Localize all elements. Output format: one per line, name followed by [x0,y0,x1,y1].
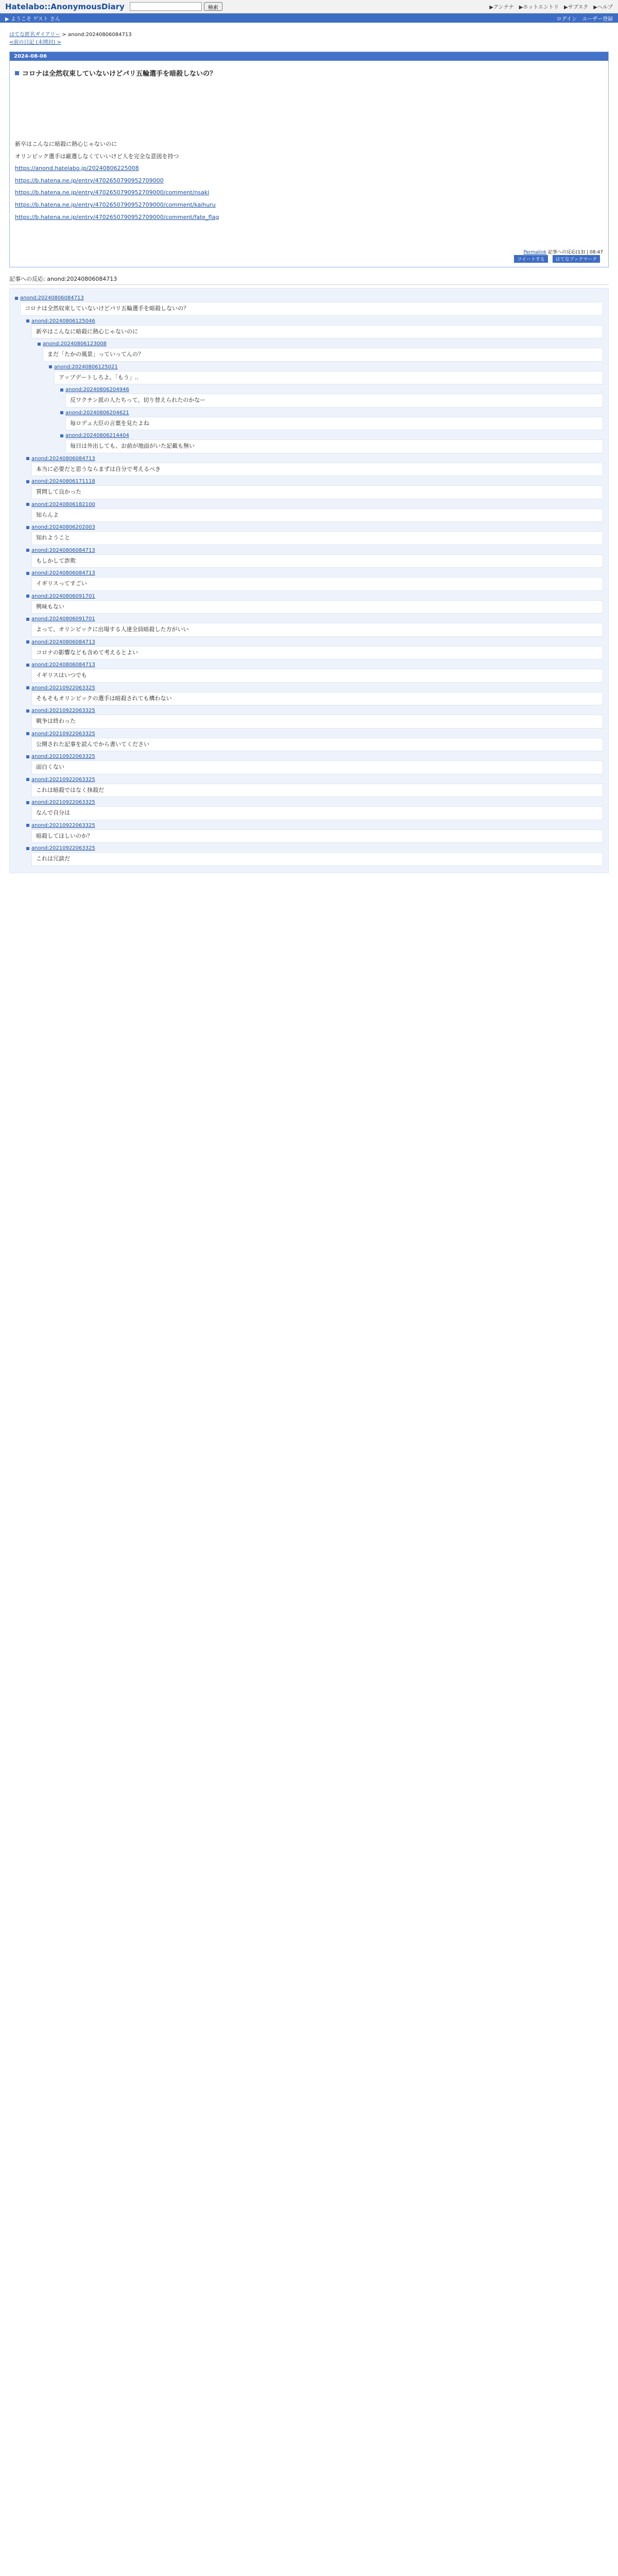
permalink[interactable]: Permalink [523,250,546,255]
prev-entry-link[interactable]: <前の日記 (未開封) > [9,40,61,45]
breadcrumb-sep: > [62,32,68,38]
list-item [26,479,603,499]
node-bullet-icon [26,801,29,804]
root-title: コロナは全然収束していないけどパリ五輪選手を暗殺しないの？ [20,302,603,316]
list-item [60,433,603,453]
response-link[interactable]: anond:20240806204621 [65,410,129,416]
response-link[interactable]: anond:20240806084713 [31,547,95,553]
article-para: 新卒はこんなに暗殺に熱心じゃないのに [15,141,117,147]
node-bullet-icon [26,686,29,689]
response-text: そもそもオリンピックの選手は暗殺されても構わない [31,692,603,706]
list-item [26,777,603,798]
node-bullet-icon [26,640,29,643]
response-link[interactable]: anond:20210922063325 [31,685,95,691]
list-item [26,685,603,706]
response-text: もしかして詐欺 [31,554,603,568]
node-bullet-icon [26,664,29,667]
user-bar [0,13,618,23]
response-link[interactable]: anond:20240806091701 [31,616,95,622]
search-input[interactable] [130,2,202,11]
list-item [26,662,603,683]
response-link[interactable]: anond:20240806084713 [31,455,95,462]
response-text: イギリスってすごい [31,577,603,591]
list-item [26,845,603,866]
list-item [26,639,603,660]
site-logo[interactable]: Hatelabo::AnonymousDiary [5,2,125,11]
search-button[interactable]: 検索 [204,2,222,11]
login-link[interactable]: ログイン [556,16,577,22]
list-item [26,594,603,614]
article-date: 2024-08-06 [10,52,608,61]
response-text: なんで自分は [31,806,603,820]
response-text: アップデートしろよ。「もう」.. [54,371,603,385]
list-item [26,616,603,637]
article-footer [10,246,608,267]
node-bullet-icon [15,297,18,300]
response-link[interactable]: anond:20240806204946 [65,387,129,393]
node-children [49,364,603,453]
breadcrumb-home[interactable]: はてな匿名ダイアリー [9,32,61,38]
response-text: 知れようこと [31,531,603,545]
bookmark-button[interactable]: はてなブックマーク [553,255,600,263]
node-bullet-icon [26,732,29,735]
response-link[interactable]: anond:20210922063325 [31,731,95,737]
top-link-help[interactable]: ▶ヘルプ [593,5,613,10]
node-bullet-icon [26,709,29,713]
welcome-text: ▶ ようこそ ゲスト さん [5,16,60,22]
response-text: 新卒はこんなに暗殺に熱心じゃないのに [31,325,603,339]
node-bullet-icon [60,411,63,414]
response-text: 本当に必要だと思うならまずは自分で考えるべき [31,463,603,477]
response-text: まだ「たかの風景」っていってんの？ [43,348,603,362]
article-para: オリンピック選手は厳選しなくていいけど人を完全な意図を持つ [15,152,179,160]
node-children [60,387,603,453]
node-bullet-icon [26,526,29,529]
node-bullet-icon [26,755,29,758]
node-bullet-icon [26,503,29,506]
root-link[interactable]: anond:20240806084713 [20,295,84,301]
node-bullet-icon [26,847,29,850]
node-bullet-icon [26,549,29,552]
node-bullet-icon [60,434,63,437]
list-item [49,364,603,453]
response-text: 知らんよ [31,509,603,522]
top-links [489,3,613,10]
list-item [26,502,603,522]
root-children [26,318,603,866]
node-bullet-icon [60,388,63,392]
response-text: 暗殺してほしいのか？ [31,829,603,843]
response-text: 反ワクチン派の人たちって、切り替えられたのかなー [65,394,603,408]
top-link-hotentry[interactable]: ▶ホットエントリ [519,5,559,10]
breadcrumb-current: anond:20240806084713 [67,32,132,38]
response-text: 面白くない [31,760,603,774]
node-bullet-icon [26,824,29,827]
response-text: 公開された記事を読んでから書いてください [31,738,603,752]
title-square-icon [15,71,19,75]
node-bullet-icon [38,343,41,346]
response-link[interactable]: anond:20240806084713 [31,570,95,576]
list-item [26,570,603,591]
node-bullet-icon [26,480,29,483]
response-link[interactable]: anond:20210922063325 [31,845,95,851]
list-item [26,708,603,728]
list-item [26,318,603,453]
node-bullet-icon [26,778,29,781]
list-item [26,754,603,774]
list-item [26,548,603,568]
response-text: 毎ロデュ大臣の言葉を見たよね [65,417,603,431]
response-text: 毎日は外出しても、お前が地面がいた記載も無い [65,439,603,453]
response-link[interactable]: anond:20240806182100 [31,501,95,507]
top-link-antenna[interactable]: ▶アンテナ [489,5,514,10]
node-bullet-icon [26,457,29,460]
node-bullet-icon [26,595,29,598]
top-link-subscribe[interactable]: ▶サブスク [564,5,589,10]
node-bullet-icon [26,572,29,575]
response-text: 興味もない [31,600,603,614]
response-link[interactable]: anond:20240806125046 [31,318,95,324]
response-link[interactable]: anond:20210922063325 [31,776,95,783]
node-bullet-icon [49,365,52,368]
node-bullet-icon [26,618,29,621]
list-item [26,524,603,545]
article-link[interactable]: https://b.hatena.ne.jp/entry/4702650790952709000/comment/kaihuru [15,201,216,208]
breadcrumb [9,27,609,48]
response-link[interactable]: anond:20240806214404 [65,433,129,438]
response-link[interactable]: anond:20240806171118 [31,479,95,484]
response-text: コロナの影響なども含めて考えるとよい [31,646,603,660]
list-item [26,800,603,820]
tree-root [15,295,603,866]
response-link[interactable]: anond:20240806125021 [54,364,118,370]
list-item [26,731,603,752]
article-link[interactable]: https://b.hatena.ne.jp/entry/4702650790952709000/comment/fate_flag [15,213,219,221]
response-text: これは暗殺ではなく抹殺だ [31,784,603,798]
responses-label: 記事への反応: anond:20240806084713 [9,275,609,285]
list-item [26,456,603,477]
article-link[interactable]: https://b.hatena.ne.jp/entry/4702650790952709000 [15,177,164,184]
response-text: 戦争は終わった [31,715,603,728]
article-link[interactable]: https://b.hatena.ne.jp/entry/4702650790952709000/comment/nsaki [15,189,210,196]
article [9,52,609,267]
list-item [38,341,603,453]
response-link[interactable]: anond:20210922063325 [31,754,95,759]
response-link[interactable]: anond:20210922063325 [31,708,95,714]
article-title-text: コロナは全然収束していないけどパリ五輪選手を暗殺しないの？ [22,70,217,78]
response-link[interactable]: anond:20240806084713 [31,662,95,668]
list-item [60,410,603,431]
response-text: イギリスはいつでも [31,669,603,683]
response-link[interactable]: anond:20240806202003 [31,524,95,530]
register-link[interactable]: ユーザー登録 [582,16,613,22]
list-item [26,823,603,843]
article-title [15,68,603,78]
node-bullet-icon [26,319,29,323]
response-tree [9,288,609,873]
response-text: よって、オリンピックに出場する人達全員暗殺した方がいい [31,623,603,637]
response-text: 質問して良かった [31,485,603,499]
response-link[interactable]: anond:20210922063325 [31,800,95,805]
global-header [0,0,618,13]
node-children [38,341,603,453]
list-item [60,387,603,408]
response-link[interactable]: anond:20240806084713 [31,639,95,645]
article-link[interactable]: https://anond.hatelabo.jp/20240806225008 [15,165,139,172]
response-link[interactable]: anond:20240806123008 [43,341,107,347]
response-link[interactable]: anond:20210922063325 [31,822,95,828]
response-link[interactable]: anond:20240806091701 [31,593,95,599]
tweet-button[interactable]: ツイートする [514,255,547,263]
footer-meta: 記事への反応(13) | 08:47 [547,250,603,255]
response-text: これは冗談だ [31,852,603,866]
